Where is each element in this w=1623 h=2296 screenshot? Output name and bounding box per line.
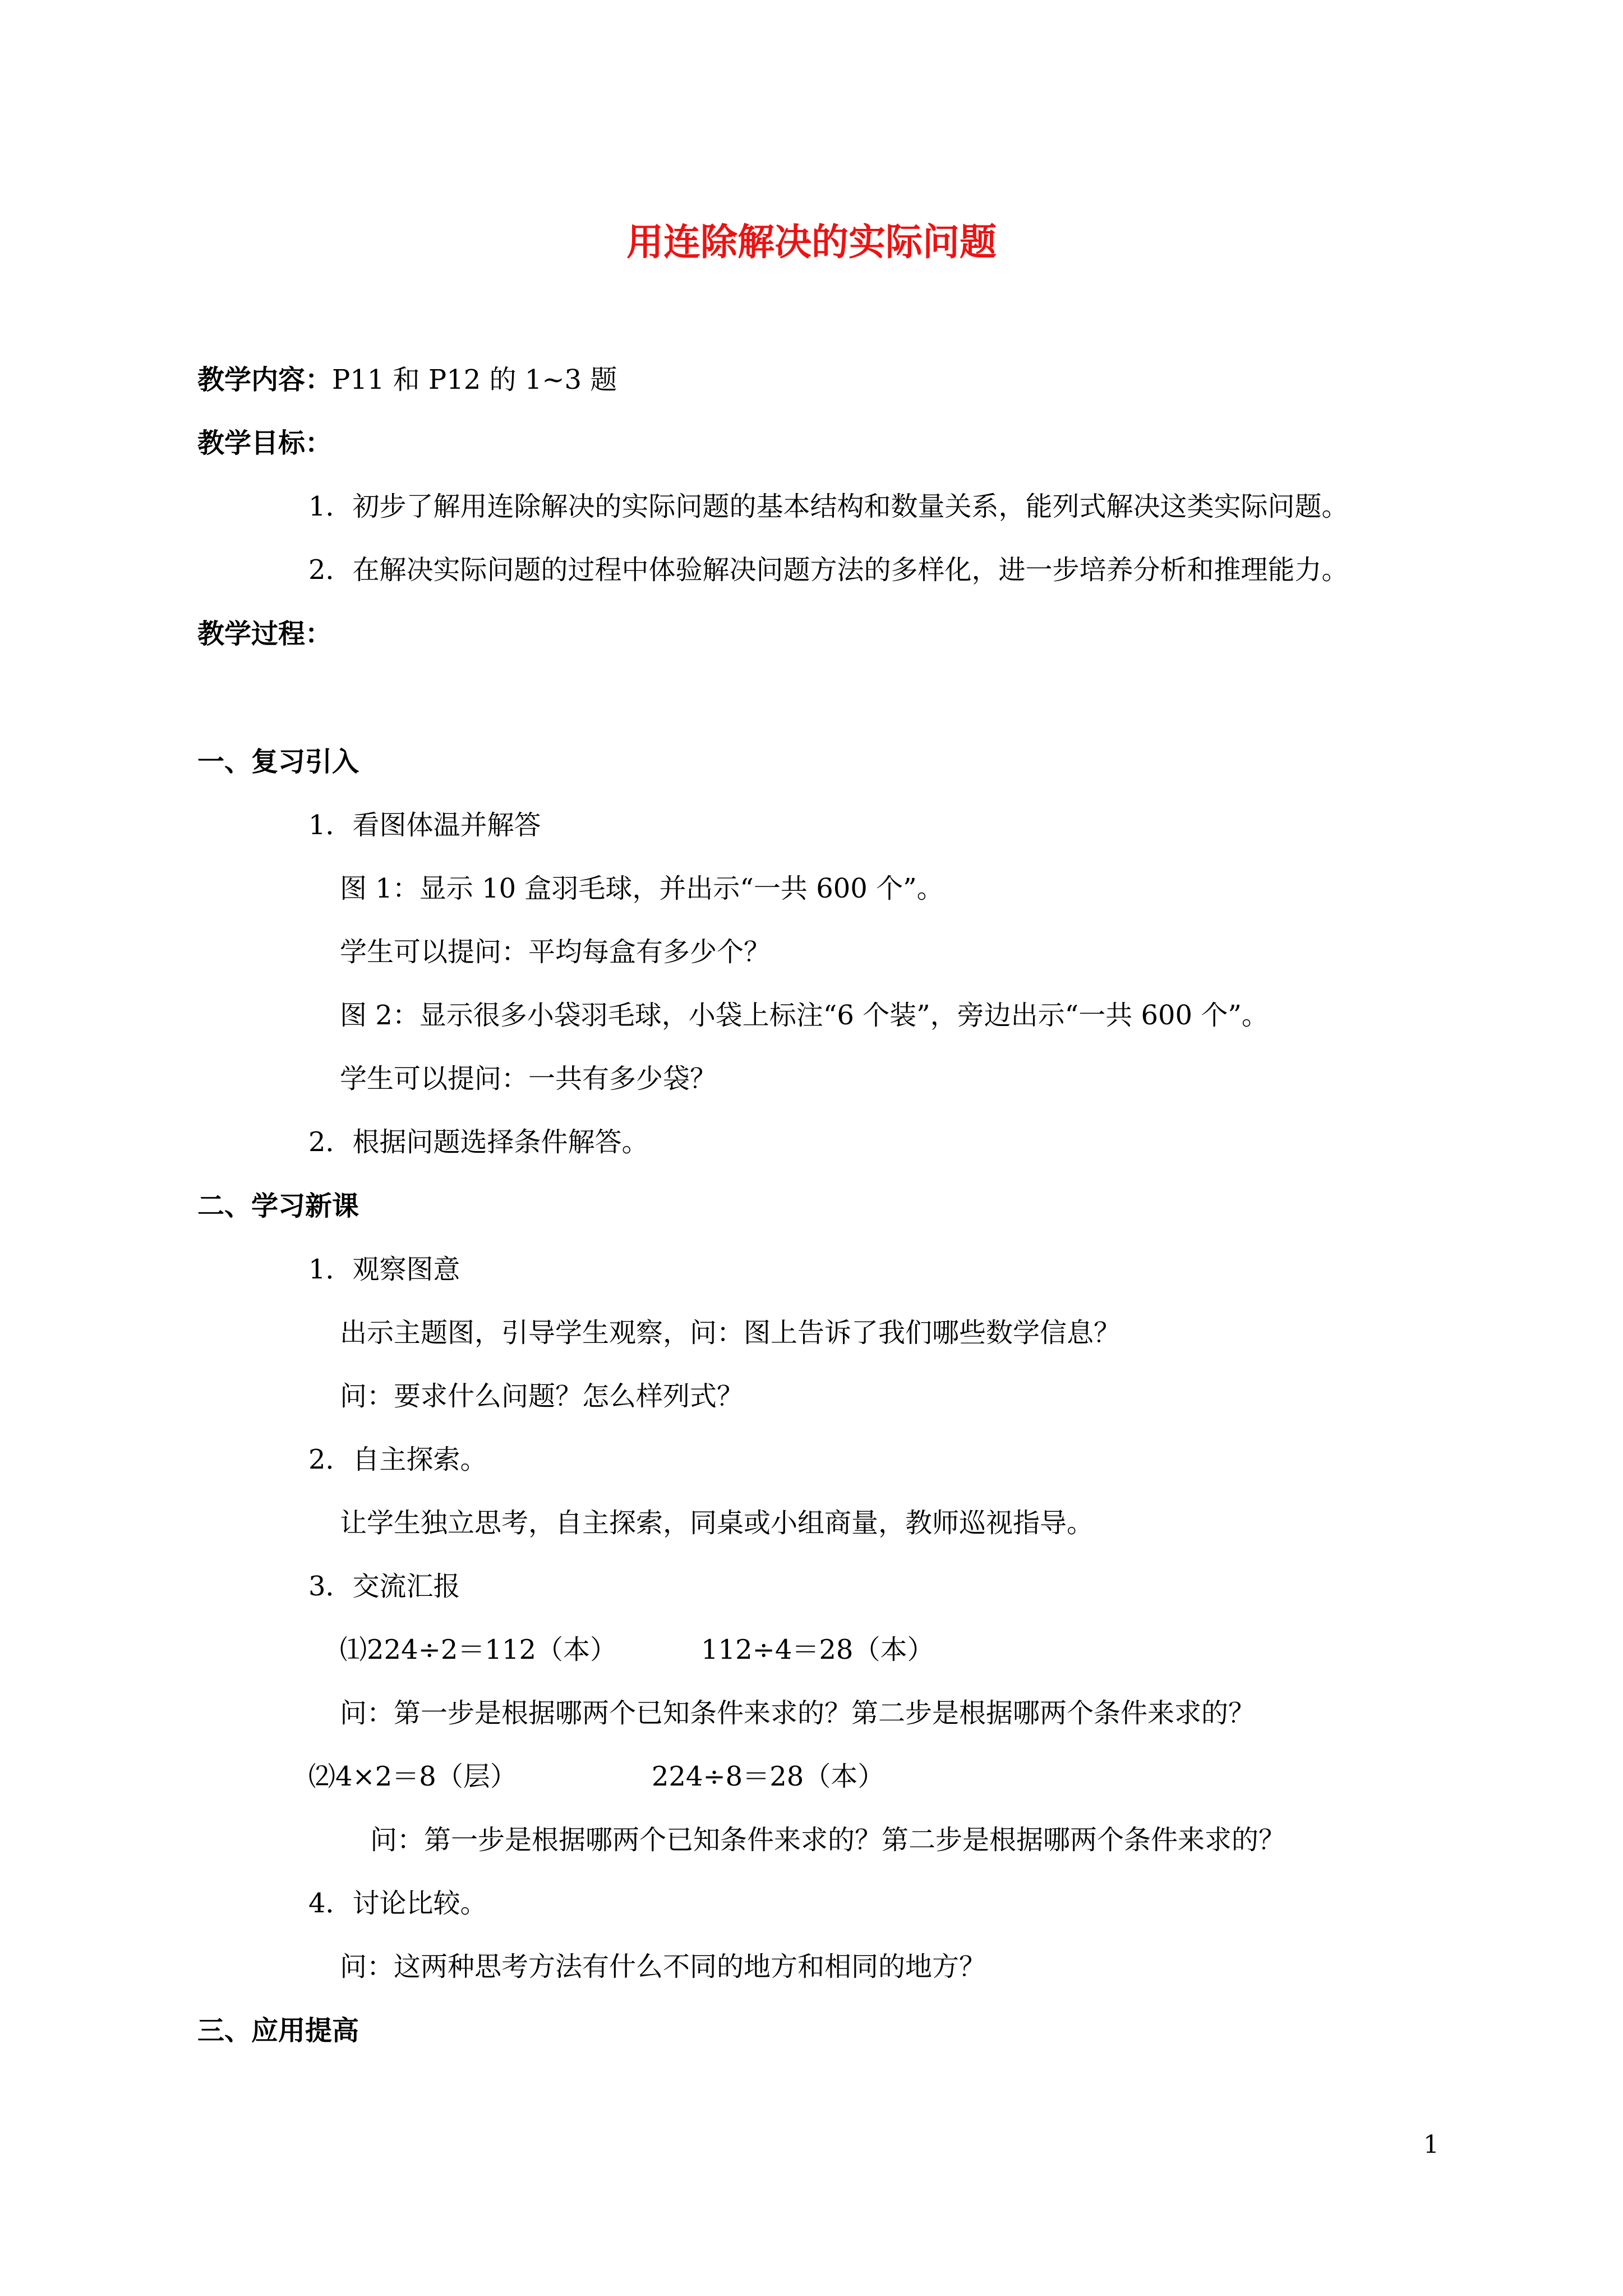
- method-2-equations: [308, 1760, 884, 1793]
- section-heading-new-lesson: 二、学习新课: [197, 1190, 359, 1222]
- new-lesson-step-1-line-2: 问：要求什么问题？怎么样列式？: [340, 1381, 744, 1412]
- method-1-question: 问：第一步是根据哪两个已知条件来求的？第二步是根据哪两个条件来求的？: [340, 1697, 1256, 1729]
- new-lesson-step-1-line-1: 出示主题图，引导学生观察，问：图上告诉了我们哪些数学信息？: [340, 1317, 1121, 1349]
- new-lesson-step-1: 1．观察图意: [308, 1254, 460, 1285]
- review-step-1: 1．看图体温并解答: [308, 809, 541, 841]
- method-1-equations: [340, 1633, 934, 1667]
- section-heading-application: 三、应用提高: [197, 2015, 359, 2046]
- new-lesson-step-2: 2．自主探索。: [308, 1444, 487, 1475]
- teaching-objectives-label: 教学目标：: [197, 427, 333, 459]
- method-2-equation-1: ⑵4×2＝8（层）: [308, 1761, 517, 1792]
- review-step-2: 2．根据问题选择条件解答。: [308, 1126, 649, 1158]
- objective-item-2: 2．在解决实际问题的过程中体验解决问题方法的多样化，进一步培养分析和推理能力。: [308, 554, 1349, 586]
- teaching-content-value: P11 和 P12 的 1~3 题: [332, 364, 617, 395]
- teaching-content: [197, 363, 617, 397]
- new-lesson-step-3: 3．交流汇报: [308, 1571, 460, 1602]
- teaching-process-label: 教学过程：: [197, 618, 333, 650]
- review-line-4: 学生可以提问：一共有多少袋？: [340, 1063, 717, 1094]
- new-lesson-step-4: 4．讨论比较。: [308, 1888, 487, 1919]
- section-heading-review: 一、复习引入: [197, 746, 359, 777]
- objective-item-1: 1．初步了解用连除解决的实际问题的基本结构和数量关系，能列式解决这类实际问题。: [308, 491, 1349, 522]
- new-lesson-step-4-line: 问：这两种思考方法有什么不同的地方和相同的地方？: [340, 1951, 986, 1982]
- method-2-question: 问：第一步是根据哪两个已知条件来求的？第二步是根据哪两个条件来求的？: [370, 1824, 1286, 1856]
- document-title: 用连除解决的实际问题: [626, 220, 997, 264]
- review-line-2: 学生可以提问：平均每盒有多少个？: [340, 936, 771, 968]
- review-line-3: 图 2：显示很多小袋羽毛球，小袋上标注“6 个装”，旁边出示“一共 600 个”。: [340, 1000, 1269, 1031]
- method-1-equation-1: ⑴224÷2＝112（本）: [340, 1634, 617, 1665]
- method-2-equation-2: 224÷8＝28（本）: [651, 1761, 885, 1792]
- review-line-1: 图 1：显示 10 盒羽毛球，并出示“一共 600 个”。: [340, 873, 944, 904]
- new-lesson-step-2-line: 让学生独立思考，自主探索，同桌或小组商量，教师巡视指导。: [340, 1507, 1094, 1539]
- method-1-equation-2: 112÷4＝28（本）: [701, 1634, 934, 1665]
- page-number: 1: [1423, 2131, 1439, 2159]
- teaching-content-label: 教学内容：: [197, 364, 333, 395]
